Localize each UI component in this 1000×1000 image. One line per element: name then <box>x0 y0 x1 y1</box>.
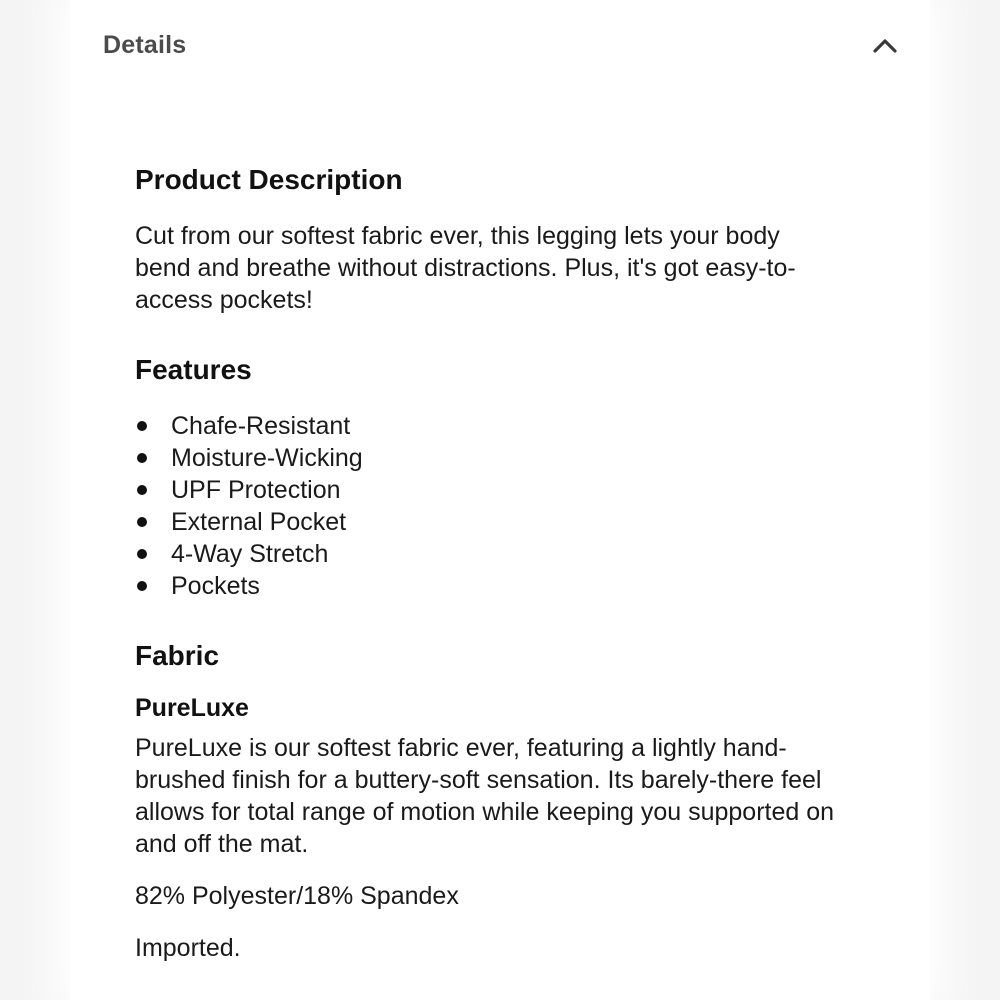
feature-label: 4-Way Stretch <box>171 540 329 568</box>
bullet-icon <box>137 485 147 495</box>
fabric-description-text: PureLuxe is our softest fabric ever, featuring a lightly hand-brushed finish for a buttery-soft sensation. Its barely-there feel allows for total range of motion while keeping you supported on and off the mat. <box>135 734 835 858</box>
accordion-title: Details <box>103 31 187 59</box>
feature-label: External Pocket <box>171 508 347 536</box>
product-description-heading: Product Description <box>135 164 403 195</box>
bullet-icon <box>137 453 147 463</box>
bullet-icon <box>137 581 147 591</box>
bullet-icon <box>137 517 147 527</box>
features-list <box>135 410 875 602</box>
feature-label: Pockets <box>171 572 260 600</box>
feature-label: UPF Protection <box>171 476 341 504</box>
product-origin: Imported. <box>135 934 241 962</box>
details-accordion-toggle[interactable] <box>103 20 903 72</box>
feature-item <box>135 506 875 538</box>
fabric-name: PureLuxe <box>135 694 249 722</box>
feature-item <box>135 410 875 442</box>
fabric-heading: Fabric <box>135 640 220 671</box>
feature-label: Moisture-Wicking <box>171 444 363 472</box>
feature-item <box>135 474 875 506</box>
feature-item <box>135 570 875 602</box>
feature-item <box>135 442 875 474</box>
feature-label: Chafe-Resistant <box>171 412 351 440</box>
fabric-composition: 82% Polyester/18% Spandex <box>135 882 459 910</box>
chevron-up-icon[interactable] <box>871 32 899 60</box>
details-content <box>135 160 875 964</box>
product-description-text: Cut from our softest fabric ever, this legging lets your body bend and breathe without distractions. Plus, it's got easy-to-access pockets! <box>135 222 796 314</box>
bullet-icon <box>137 421 147 431</box>
feature-item <box>135 538 875 570</box>
features-heading: Features <box>135 354 252 385</box>
bullet-icon <box>137 549 147 559</box>
